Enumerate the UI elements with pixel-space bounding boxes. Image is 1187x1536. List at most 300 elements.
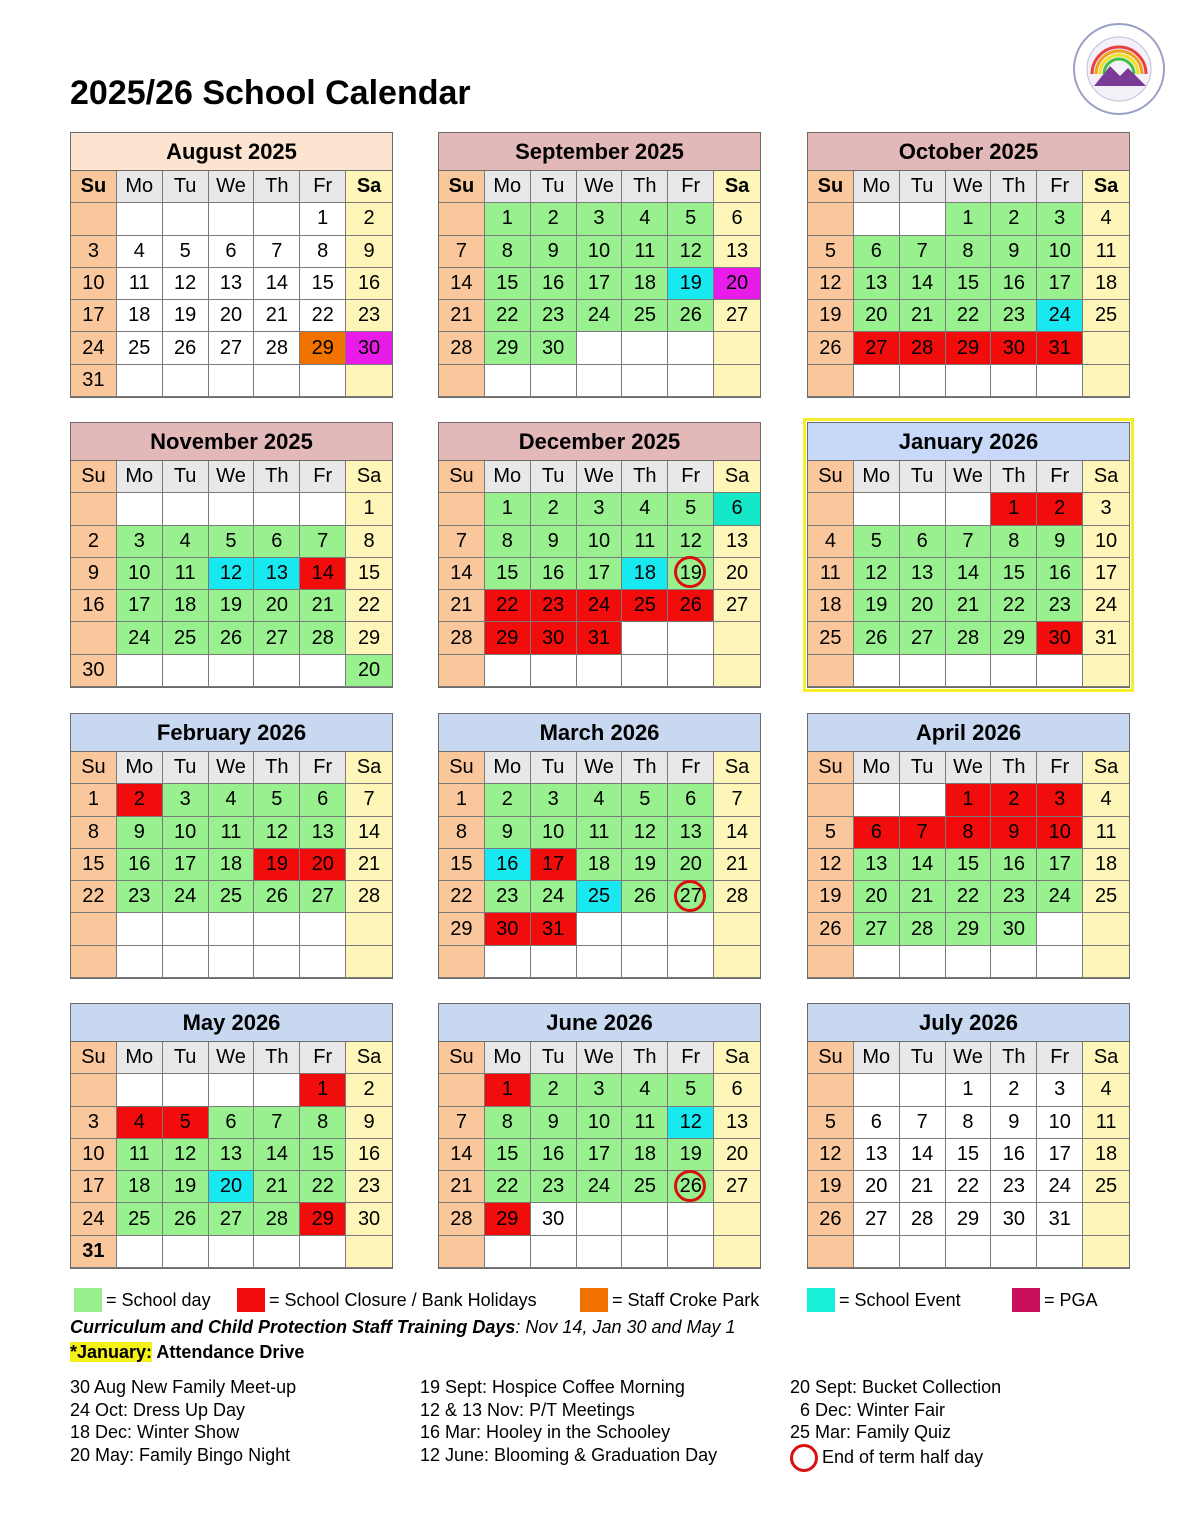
day-cell — [163, 1236, 209, 1268]
day-cell — [117, 203, 163, 235]
day-number: 24 — [128, 626, 151, 649]
day-number: 19 — [219, 594, 243, 617]
day-cell — [117, 526, 163, 558]
day-number: 13 — [311, 820, 334, 843]
day-cell — [622, 493, 668, 525]
day-cell — [439, 268, 485, 300]
day-number: 2 — [501, 788, 513, 811]
day-number: 28 — [911, 1207, 934, 1230]
day-cell — [1083, 1139, 1129, 1171]
day-number: 6 — [225, 1110, 237, 1133]
day-cell — [346, 332, 392, 364]
day-number: 11 — [1095, 1110, 1117, 1133]
weekday-header: Su — [808, 461, 854, 493]
day-cell — [117, 1139, 163, 1171]
day-cell — [209, 268, 255, 300]
day-number: 6 — [271, 529, 283, 552]
day-cell — [485, 526, 531, 558]
weekday-header: Sa — [346, 171, 392, 203]
day-cell — [1037, 1107, 1083, 1139]
day-cell — [946, 236, 992, 268]
day-number: 8 — [1008, 529, 1020, 552]
day-number: 14 — [911, 852, 934, 875]
event-item: 20 May: Family Bingo Night — [70, 1444, 291, 1465]
day-cell — [577, 365, 623, 397]
day-cell — [485, 881, 531, 913]
school-logo — [1072, 22, 1166, 116]
day-cell — [668, 203, 714, 235]
day-cell — [531, 365, 577, 397]
day-cell — [439, 622, 485, 654]
day-number: 19 — [174, 304, 197, 327]
day-cell — [1083, 332, 1129, 364]
day-number: 26 — [865, 626, 888, 649]
day-cell — [577, 946, 623, 978]
day-number: 26 — [219, 626, 243, 649]
day-cell — [714, 1171, 760, 1203]
day-cell — [163, 332, 209, 364]
day-cell — [346, 913, 392, 945]
day-cell — [209, 1236, 255, 1268]
day-number: 24 — [1048, 885, 1071, 908]
day-cell — [668, 913, 714, 945]
weekday-header: Fr — [668, 752, 714, 784]
day-number: 7 — [916, 239, 928, 262]
day-cell — [254, 203, 300, 235]
day-number: 14 — [911, 1142, 934, 1165]
day-cell — [991, 946, 1037, 978]
day-cell — [946, 493, 992, 525]
day-number: 20 — [679, 852, 702, 875]
day-cell — [300, 236, 346, 268]
day-cell — [117, 881, 163, 913]
day-number: 15 — [82, 852, 105, 875]
day-number: 5 — [824, 820, 836, 843]
weekday-header: Th — [991, 1042, 1037, 1074]
day-cell — [1083, 655, 1129, 687]
day-cell — [346, 268, 392, 300]
day-number: 20 — [911, 594, 934, 617]
day-number: 12 — [633, 820, 656, 843]
events-column-2 — [420, 1376, 717, 1466]
day-cell — [71, 1139, 117, 1171]
day-cell — [714, 332, 760, 364]
day-cell — [209, 1139, 255, 1171]
weekday-header: We — [577, 1042, 623, 1074]
month-february-2026 — [70, 713, 393, 979]
day-cell — [854, 622, 900, 654]
day-cell — [1037, 1203, 1083, 1235]
day-cell — [346, 881, 392, 913]
day-number: 15 — [357, 561, 381, 584]
day-number: 13 — [219, 271, 243, 294]
weekday-header: We — [946, 1042, 992, 1074]
day-cell — [668, 1236, 714, 1268]
day-cell — [1083, 365, 1129, 397]
day-cell — [71, 203, 117, 235]
day-cell — [300, 1171, 346, 1203]
day-number: 11 — [128, 1142, 150, 1165]
day-number: 19 — [679, 1142, 702, 1165]
day-cell — [714, 1139, 760, 1171]
legend-item — [74, 1288, 211, 1312]
day-cell — [714, 946, 760, 978]
day-cell — [209, 946, 255, 978]
day-number: 17 — [1094, 561, 1118, 584]
day-cell — [485, 203, 531, 235]
half-day-ring-icon — [674, 880, 706, 912]
day-number: 10 — [587, 529, 611, 552]
day-number: 7 — [916, 1110, 928, 1133]
day-cell — [1037, 1074, 1083, 1106]
day-number: 21 — [357, 852, 381, 875]
month-title: November 2025 — [71, 423, 392, 461]
day-number: 6 — [870, 239, 882, 262]
day-cell — [117, 332, 163, 364]
day-number: 13 — [725, 1110, 749, 1133]
day-cell — [531, 849, 577, 881]
weekday-header: Tu — [900, 461, 946, 493]
day-cell — [346, 203, 392, 235]
month-may-2026 — [70, 1003, 393, 1269]
day-number: 2 — [547, 207, 559, 230]
day-number: 4 — [824, 529, 836, 552]
day-cell — [254, 817, 300, 849]
day-number: 18 — [128, 1175, 151, 1198]
day-cell — [300, 817, 346, 849]
day-cell — [254, 558, 300, 590]
day-cell — [1083, 622, 1129, 654]
day-cell — [854, 913, 900, 945]
day-cell — [577, 1236, 623, 1268]
day-cell — [439, 236, 485, 268]
day-cell — [531, 236, 577, 268]
day-cell — [531, 300, 577, 332]
weekday-header: Su — [808, 752, 854, 784]
day-number: 27 — [865, 1207, 888, 1230]
day-cell — [117, 268, 163, 300]
day-cell — [808, 1074, 854, 1106]
day-number: 3 — [1054, 207, 1066, 230]
weekday-header: Tu — [163, 461, 209, 493]
day-cell — [622, 913, 668, 945]
month-march-2026 — [438, 713, 761, 979]
day-number: 31 — [82, 1239, 105, 1262]
weekday-header: Tu — [531, 1042, 577, 1074]
day-number: 18 — [1094, 852, 1118, 875]
day-cell — [808, 493, 854, 525]
weekday-header: Su — [71, 171, 117, 203]
day-cell — [900, 655, 946, 687]
day-cell — [209, 784, 255, 816]
day-cell — [439, 1236, 485, 1268]
day-number: 4 — [179, 529, 191, 552]
day-cell — [991, 1107, 1037, 1139]
day-cell — [1083, 1074, 1129, 1106]
day-number: 28 — [725, 885, 749, 908]
day-cell — [346, 1203, 392, 1235]
day-number: 9 — [547, 239, 559, 262]
day-number: 9 — [1008, 1110, 1020, 1133]
day-number: 10 — [542, 820, 565, 843]
day-cell — [900, 817, 946, 849]
legend-label: = School Event — [839, 1289, 961, 1310]
event-item: 6 Dec: Winter Fair — [790, 1399, 946, 1420]
day-number: 19 — [265, 852, 288, 875]
day-cell — [1037, 849, 1083, 881]
day-cell — [900, 236, 946, 268]
day-cell — [1037, 268, 1083, 300]
day-number: 5 — [870, 529, 882, 552]
day-number: 2 — [547, 1078, 559, 1101]
day-cell — [300, 881, 346, 913]
weekday-header: Fr — [1037, 461, 1083, 493]
day-number: 21 — [450, 594, 473, 617]
day-cell — [854, 1074, 900, 1106]
day-number: 8 — [501, 239, 513, 262]
day-cell — [485, 655, 531, 687]
day-number: 25 — [1094, 304, 1118, 327]
weekday-header: We — [209, 461, 255, 493]
day-cell — [346, 526, 392, 558]
day-number: 22 — [1002, 594, 1025, 617]
day-number: 3 — [1054, 788, 1066, 811]
day-cell — [1037, 526, 1083, 558]
day-number: 23 — [357, 1175, 381, 1198]
day-number: 31 — [1048, 336, 1071, 359]
day-cell — [254, 881, 300, 913]
day-cell — [577, 1139, 623, 1171]
day-number: 12 — [679, 1110, 702, 1133]
day-number: 18 — [219, 852, 243, 875]
day-cell — [346, 1171, 392, 1203]
day-number: 28 — [956, 626, 980, 649]
day-cell — [900, 913, 946, 945]
day-number: 6 — [731, 1078, 743, 1101]
day-number: 17 — [1048, 271, 1071, 294]
day-cell — [668, 1074, 714, 1106]
day-cell — [439, 365, 485, 397]
day-cell — [808, 236, 854, 268]
day-number: 26 — [819, 336, 842, 359]
day-cell — [1083, 1107, 1129, 1139]
day-number: 8 — [317, 1110, 329, 1133]
day-cell — [71, 1074, 117, 1106]
day-cell — [163, 365, 209, 397]
day-cell — [900, 493, 946, 525]
weekday-header: Sa — [1083, 171, 1129, 203]
day-number: 28 — [911, 336, 934, 359]
day-cell — [808, 655, 854, 687]
attendance-drive-note: *January: Attendance Drive — [70, 1342, 305, 1362]
weekday-header: Su — [808, 1042, 854, 1074]
weekday-header: Th — [622, 171, 668, 203]
day-cell — [622, 268, 668, 300]
day-cell — [1083, 881, 1129, 913]
day-number: 18 — [1094, 271, 1118, 294]
day-cell — [1083, 268, 1129, 300]
day-cell — [485, 1236, 531, 1268]
day-number: 10 — [1094, 529, 1118, 552]
day-cell — [622, 849, 668, 881]
day-cell — [117, 236, 163, 268]
day-cell — [1083, 1203, 1129, 1235]
day-cell — [714, 526, 760, 558]
day-cell — [1083, 784, 1129, 816]
day-cell — [117, 1107, 163, 1139]
day-cell — [254, 622, 300, 654]
day-cell — [1083, 526, 1129, 558]
day-cell — [209, 365, 255, 397]
day-number: 20 — [725, 271, 749, 294]
day-cell — [577, 268, 623, 300]
day-cell — [808, 203, 854, 235]
day-number: 29 — [956, 1207, 980, 1230]
day-number: 8 — [87, 820, 99, 843]
day-cell — [668, 655, 714, 687]
month-june-2026 — [438, 1003, 761, 1269]
day-number: 12 — [679, 239, 702, 262]
day-number: 31 — [1048, 1207, 1071, 1230]
day-number: 11 — [634, 239, 656, 262]
day-number: 8 — [962, 239, 974, 262]
day-number: 19 — [679, 561, 702, 584]
day-cell — [209, 300, 255, 332]
day-cell — [1037, 332, 1083, 364]
day-cell — [254, 236, 300, 268]
day-number: 30 — [542, 336, 565, 359]
day-number: 24 — [82, 336, 105, 359]
weekday-header: We — [577, 461, 623, 493]
day-number: 26 — [174, 336, 197, 359]
day-cell — [346, 817, 392, 849]
day-number: 20 — [311, 852, 334, 875]
day-number: 21 — [265, 304, 288, 327]
day-cell — [117, 913, 163, 945]
day-number: 18 — [128, 304, 151, 327]
day-number: 29 — [311, 336, 334, 359]
day-cell — [668, 1139, 714, 1171]
day-cell — [854, 203, 900, 235]
day-number: 1 — [501, 497, 513, 520]
day-cell — [117, 590, 163, 622]
month-title: May 2026 — [71, 1004, 392, 1042]
day-cell — [300, 1139, 346, 1171]
weekday-header: Su — [439, 171, 485, 203]
day-cell — [163, 655, 209, 687]
day-number: 18 — [1094, 1142, 1118, 1165]
weekday-header: Fr — [668, 1042, 714, 1074]
day-number: 21 — [956, 594, 980, 617]
day-cell — [714, 590, 760, 622]
day-cell — [668, 558, 714, 590]
day-number: 2 — [363, 1078, 375, 1101]
month-title: December 2025 — [439, 423, 760, 461]
day-number: 8 — [455, 820, 467, 843]
day-number: 26 — [679, 304, 702, 327]
day-number: 6 — [317, 788, 329, 811]
day-number: 4 — [1100, 1078, 1112, 1101]
day-number: 15 — [956, 852, 980, 875]
month-title: August 2025 — [71, 133, 392, 171]
day-cell — [946, 1107, 992, 1139]
day-cell — [254, 1107, 300, 1139]
day-cell — [668, 1107, 714, 1139]
day-cell — [163, 203, 209, 235]
day-cell — [854, 1139, 900, 1171]
day-number: 4 — [225, 788, 237, 811]
day-number: 6 — [870, 820, 882, 843]
day-cell — [209, 622, 255, 654]
weekday-header: Su — [71, 461, 117, 493]
day-number: 1 — [501, 207, 513, 230]
day-number: 9 — [501, 820, 513, 843]
day-cell — [668, 849, 714, 881]
day-cell — [714, 300, 760, 332]
day-cell — [300, 365, 346, 397]
day-number: 7 — [455, 1110, 467, 1133]
month-title: October 2025 — [808, 133, 1129, 171]
weekday-header: Tu — [163, 171, 209, 203]
day-number: 12 — [265, 820, 288, 843]
day-cell — [622, 1139, 668, 1171]
day-cell — [577, 236, 623, 268]
day-cell — [346, 655, 392, 687]
day-cell — [254, 300, 300, 332]
day-number: 28 — [265, 1207, 288, 1230]
day-cell — [1083, 493, 1129, 525]
event-item: 25 Mar: Family Quiz — [790, 1422, 952, 1442]
day-cell — [71, 558, 117, 590]
day-number: 27 — [911, 626, 934, 649]
day-cell — [622, 590, 668, 622]
day-cell — [808, 1171, 854, 1203]
day-cell — [117, 946, 163, 978]
day-cell — [900, 590, 946, 622]
day-cell — [531, 1074, 577, 1106]
day-cell — [209, 849, 255, 881]
day-cell — [991, 1074, 1037, 1106]
day-cell — [1037, 655, 1083, 687]
event-item: 24 Oct: Dress Up Day — [70, 1399, 246, 1420]
day-cell — [854, 1236, 900, 1268]
day-cell — [946, 946, 992, 978]
day-cell — [531, 881, 577, 913]
day-cell — [1083, 817, 1129, 849]
day-cell — [1037, 1139, 1083, 1171]
weekday-header: Mo — [485, 752, 531, 784]
day-cell — [163, 1139, 209, 1171]
day-cell — [163, 946, 209, 978]
day-number: 16 — [128, 852, 151, 875]
day-number: 23 — [542, 1175, 565, 1198]
day-cell — [808, 946, 854, 978]
day-cell — [854, 849, 900, 881]
day-cell — [668, 332, 714, 364]
weekday-header: Su — [439, 1042, 485, 1074]
day-number: 11 — [634, 529, 656, 552]
day-cell — [300, 946, 346, 978]
day-cell — [300, 590, 346, 622]
weekday-header: We — [946, 171, 992, 203]
day-number: 23 — [1002, 885, 1025, 908]
day-number: 2 — [133, 788, 145, 811]
day-cell — [209, 558, 255, 590]
day-cell — [346, 1074, 392, 1106]
day-cell — [991, 1171, 1037, 1203]
day-number: 4 — [639, 497, 651, 520]
day-number: 8 — [962, 820, 974, 843]
